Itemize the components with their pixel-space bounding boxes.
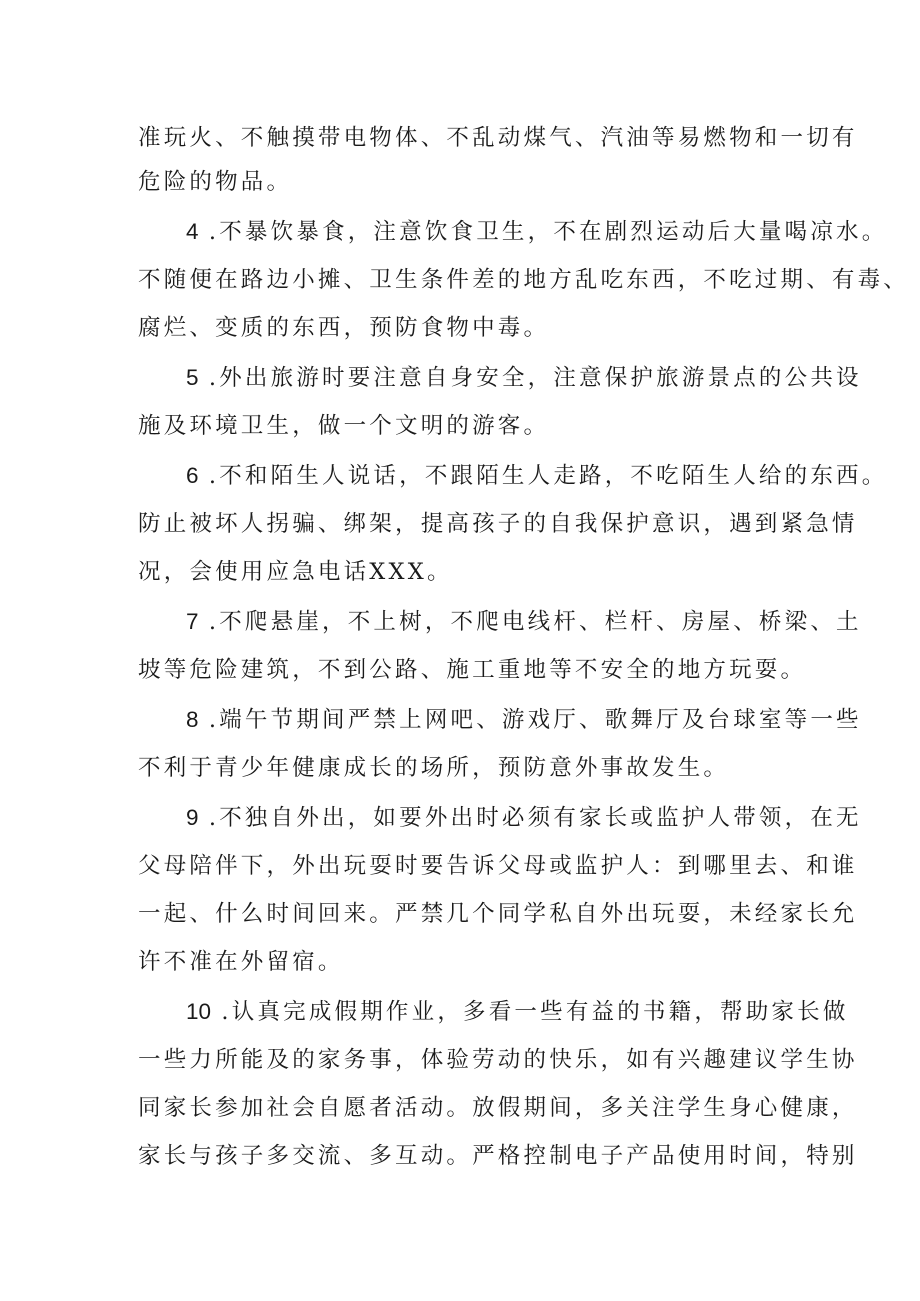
paragraph-line: 一些力所能及的家务事，体验劳动的快乐，如有兴趣建议学生协 — [138, 1047, 858, 1073]
list-item-8-first-line — [186, 704, 862, 736]
list-item-10-first-line — [186, 996, 849, 1028]
item-number: 10 — [186, 999, 212, 1024]
paragraph-line: 一起、什么时间回来。严禁几个同学私自外出玩耍，未经家长允 — [138, 901, 858, 927]
list-item-6-first-line — [186, 460, 888, 492]
item-number: 9 — [186, 805, 199, 830]
paragraph-text: .不爬悬崖，不上树，不爬电线杆、栏杆、房屋、桥梁、土 — [198, 609, 862, 635]
paragraph-text: .认真完成假期作业，多看一些有益的书籍，帮助家长做 — [211, 999, 849, 1025]
list-item-4-first-line — [186, 216, 888, 248]
paragraph-line: 家长与孩子多交流、多互动。严格控制电子产品使用时间，特别 — [138, 1143, 858, 1169]
list-item-7-first-line — [186, 606, 862, 638]
item-number: 7 — [186, 609, 199, 634]
paragraph-line: 许不准在外留宿。 — [138, 949, 344, 975]
paragraph-text: .不独自外出，如要外出时必须有家长或监护人带领，在无 — [198, 805, 862, 831]
paragraph-text: .不和陌生人说话，不跟陌生人走路，不吃陌生人给的东西。 — [198, 463, 888, 489]
paragraph-text: .外出旅游时要注意自身安全，注意保护旅游景点的公共设 — [198, 365, 862, 391]
item-number: 6 — [186, 463, 199, 488]
item-number: 8 — [186, 707, 199, 732]
paragraph-line: 况，会使用应急电话XXX。 — [138, 559, 453, 585]
paragraph-text: .端午节期间严禁上网吧、游戏厅、歌舞厅及台球室等一些 — [198, 707, 862, 733]
paragraph-line: 同家长参加社会自愿者活动。放假期间，多关注学生身心健康， — [138, 1095, 858, 1121]
paragraph-line: 父母陪伴下，外出玩耍时要告诉父母或监护人：到哪里去、和谁 — [138, 853, 858, 879]
paragraph-line: 腐烂、变质的东西，预防食物中毒。 — [138, 315, 550, 341]
paragraph-line: 坡等危险建筑，不到公路、施工重地等不安全的地方玩耍。 — [138, 657, 807, 683]
item-number: 4 — [186, 219, 199, 244]
paragraph-line: 危险的物品。 — [138, 169, 293, 195]
item-number: 5 — [186, 365, 199, 390]
list-item-5-first-line — [186, 362, 862, 394]
paragraph-line: 不随便在路边小摊、卫生条件差的地方乱吃东西，不吃过期、有毒、 — [138, 267, 910, 293]
paragraph-text: .不暴饮暴食，注意饮食卫生，不在剧烈运动后大量喝凉水。 — [198, 219, 888, 245]
paragraph-line: 不利于青少年健康成长的场所，预防意外事故发生。 — [138, 755, 730, 781]
paragraph-line: 防止被坏人拐骗、绑架，提高孩子的自我保护意识，遇到紧急情 — [138, 511, 858, 537]
paragraph-line: 施及环境卫生，做一个文明的游客。 — [138, 413, 550, 439]
list-item-9-first-line — [186, 802, 862, 834]
paragraph-line: 准玩火、不触摸带电物体、不乱动煤气、汽油等易燃物和一切有 — [138, 125, 858, 151]
